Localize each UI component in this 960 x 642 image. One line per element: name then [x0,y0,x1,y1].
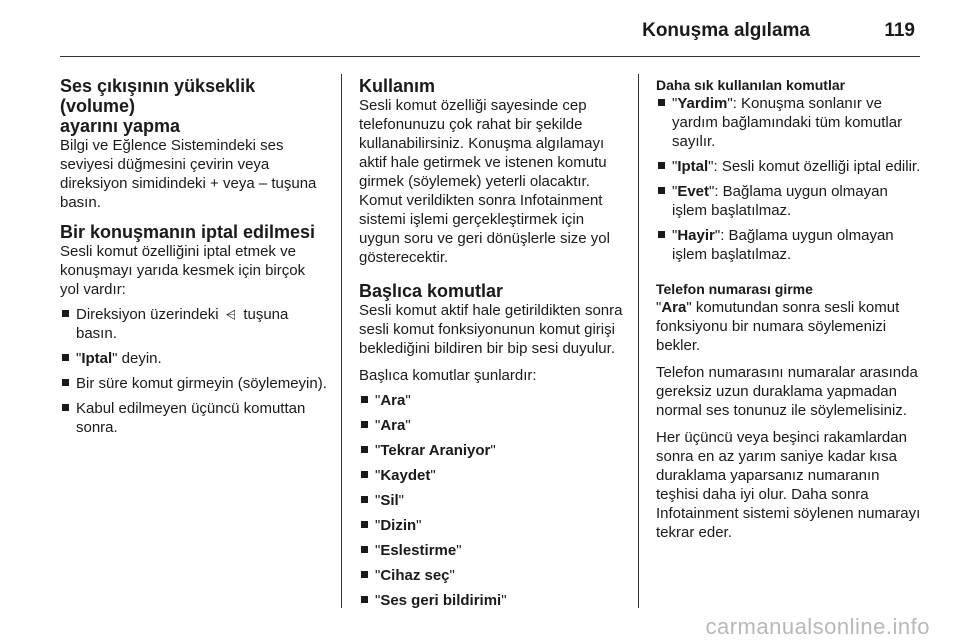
bullet-icon [62,404,69,411]
header-divider [60,56,920,57]
main-commands-list [359,391,627,610]
list-item: "Kaydet" [359,466,627,485]
bullet-icon [361,521,368,528]
voice-control-icon: ⩤ [225,307,237,322]
list-item: "Evet": Bağlama uygun olmayan işlem başlatılmaz. [656,182,924,220]
list-item: "Iptal": Sesli komut özelliği iptal edilir. [656,157,924,176]
main-commands-intro: Başlıca komutlar şunlardır: [359,367,537,384]
column-2 [359,76,627,616]
list-item: "Sil" [359,491,627,510]
cancel-list [60,305,328,437]
bullet-icon [361,471,368,478]
section-title-cancel: Bir konuşmanın iptal edilmesi [60,222,316,242]
phone-paragraph-1: "Ara" komutundan sonra sesli komut fonksiyonu bir numara söylemenizi bekler. [656,299,900,354]
usage-paragraph: Sesli komut özelliği sayesinde cep telefonunuzu çok rahat bir şekilde kullanabilirsiniz. Konuşma algılamayı aktif hale getirmek ve istenen komutu girmek (söylemek) yeterli olacaktır. Komut verildikten sonra Infotainment sistemi işlemi gerçekleştirmek için uygun soru ve geri dönüşlerle size yol gösterecektir. [359,97,610,266]
bullet-icon [361,396,368,403]
bullet-icon [658,187,665,194]
bullet-icon [361,421,368,428]
column-divider-2 [638,74,639,608]
list-item: "Ara" [359,416,627,435]
list-item: "Ara" [359,391,627,410]
section-title-volume: Ses çıkışının yükseklik (volume) ayarını yapma [60,76,256,136]
bullet-icon [62,310,69,317]
page-number: 119 [884,20,915,41]
section-title-phone-number: Telefon numarası girme [656,281,813,297]
list-item: Kabul edilmeyen üçüncü komuttan sonra. [60,399,328,437]
bullet-icon [361,596,368,603]
column-3 [656,76,924,542]
phone-paragraph-3: Her üçüncü veya beşinci rakamlardan sonra en az yarım saniye kadar kısa duraklama yaparsanız numaranın teşhisi daha iyi olur. Daha sonra Infotainment sistemi söylenen numarayı tekrar eder. [656,429,921,541]
bullet-icon [658,231,665,238]
section-title-usage: Kullanım [359,76,436,96]
list-item: "Tekrar Araniyor" [359,441,627,460]
main-commands-paragraph: Sesli komut aktif hale getirildikten sonra sesli komut fonksiyonunun komut girişi beklediğini bildiren bir bip sesi duyulur. [359,302,623,357]
bullet-icon [62,379,69,386]
volume-paragraph: Bilgi ve Eğlence Sistemindeki ses seviyesi düğmesini çevirin veya direksiyon simidindeki + veya – tuşuna basın. [60,137,317,211]
bullet-icon [361,571,368,578]
section-title-frequent-commands: Daha sık kullanılan komutlar [656,77,846,93]
bullet-icon [658,99,665,106]
bullet-icon [62,354,69,361]
list-item: "Cihaz seç" [359,566,627,585]
frequent-commands-list [656,94,924,264]
list-item: "Ses geri bildirimi" [359,591,627,610]
phone-paragraph-2: Telefon numarasını numaralar arasında gereksiz uzun duraklama yapmadan normal ses tonunuz ile söylemelisiniz. [656,364,918,419]
bullet-icon [658,162,665,169]
column-1 [60,76,328,443]
list-item: "Iptal" deyin. [60,349,328,368]
section-title-main-commands: Başlıca komutlar [359,281,504,301]
list-item: "Hayir": Bağlama uygun olmayan işlem başlatılmaz. [656,226,924,264]
list-item: "Yardim": Konuşma sonlanır ve yardım bağlamındaki tüm komutlar sayılır. [656,94,924,151]
list-item: Bir süre komut girmeyin (söylemeyin). [60,374,328,393]
bullet-icon [361,496,368,503]
list-item: "Eslestirme" [359,541,627,560]
bullet-icon [361,446,368,453]
list-item: Direksiyon üzerindeki ⩤ tuşuna basın. [60,305,328,343]
watermark: carmanualsonline.info [705,614,930,639]
cancel-paragraph: Sesli komut özelliğini iptal etmek ve konuşmayı yarıda kesmek için birçok yol vardır: [60,243,306,298]
header-title: Konuşma algılama [642,20,810,41]
list-item: "Dizin" [359,516,627,535]
column-divider-1 [341,74,342,608]
bullet-icon [361,546,368,553]
